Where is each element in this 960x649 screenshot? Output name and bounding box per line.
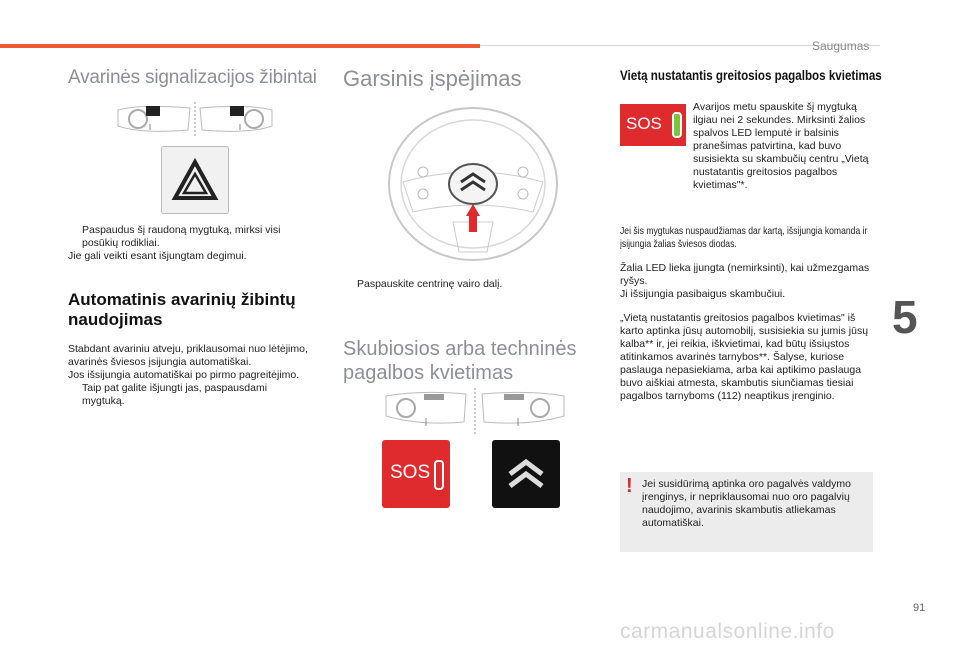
dashboard-diagram-sos <box>380 388 570 436</box>
emergency-call-title: Skubiosios arba techninės pagalbos kvietimas <box>343 338 577 384</box>
auto-paragraph-1: Stabdant avariniu atveju, priklausomai nuo lėtėjimo, avarinės šviesos įsijungia automatiškai. <box>68 343 308 368</box>
sos-label: SOS <box>390 462 431 483</box>
warning-icon: ! <box>626 475 633 497</box>
brand-chevrons-icon <box>492 440 560 508</box>
sos-button-image <box>620 104 686 146</box>
auto-hazard-title: Automatinis avarinių žibintų naudojimas <box>68 290 296 329</box>
list-item <box>68 382 308 408</box>
bullet-marker <box>68 224 82 250</box>
led-status-text <box>620 262 870 301</box>
dashboard-diagram-hazard <box>110 100 280 140</box>
list-item <box>68 224 318 250</box>
horn-title: Garsinis įspėjimas <box>343 66 522 91</box>
sos-led-icon <box>434 460 444 490</box>
header-accent-bar <box>0 44 480 48</box>
ignition-note: Jie gali veikti esant išjungtam degimui. <box>68 250 247 262</box>
sos-label: SOS <box>626 114 662 133</box>
auto-hazard-text <box>68 343 308 408</box>
assistance-button[interactable] <box>492 440 560 508</box>
localized-call-title: Vietą nustatantis greitosios pagalbos kvietimas <box>620 68 882 83</box>
hazard-triangle-icon <box>161 146 229 214</box>
hazard-instructions <box>68 224 318 263</box>
warning-text: Jei susidūrimą aptinka oro pagalvės valdymo įrenginys, ir nepriklausomai nuo oro pagalvių naudojimo, avarinis skambutis atliekamas automatiškai. <box>642 478 851 529</box>
hazard-button[interactable] <box>161 146 229 214</box>
horn-bullet-text: Paspauskite centrinę vairo dalį. <box>357 278 503 290</box>
service-description: „Vietą nustatantis greitosios pagalbos kvietimas" iš karto aptinka jūsų automobilį, susisiekia su jumis jūsų kalba** ir, jei reikia, iškvietimai, kad būtų išsiųstos atitinkamos avarinės tarnybos**. Šalyse, kuriose paslauga nepasiekiama, arba kai aptikimo paslauga buvo aiškiai atmesta, skambutis siunčiamas tiesiai pagalbos tarnyboms (112) neaptikus įrenginio. <box>620 312 869 402</box>
page-number: 91 <box>913 602 926 614</box>
repress-note: Jei šis mygtukas nuspaudžiamas dar kartą, išsijungia komanda ir įsijungia žalias šviesos diodas. <box>620 225 868 250</box>
press-text: Paspaudus šį raudoną mygtuką, mirksi visi posūkių rodikliai. <box>82 224 281 249</box>
chapter-tab: 5 <box>892 291 918 343</box>
led-paragraph-2: Ji išsijungia pasibaigus skambučiui. <box>620 288 786 300</box>
bullet-marker <box>343 278 357 291</box>
bullet-marker <box>68 382 82 408</box>
hazard-lights-title: Avarinės signalizacijos žibintai <box>68 67 317 88</box>
horn-instruction <box>343 278 593 291</box>
section-label: Saugumas <box>812 39 870 53</box>
steering-wheel-diagram <box>383 102 563 262</box>
watermark: carmanualsonline.info <box>620 620 835 643</box>
auto-bullet-text: Taip pat galite išjungti jas, paspausdami mygtuką. <box>82 382 268 407</box>
auto-paragraph-2: Jos išsijungia automatiškai po pirmo pagreitėjimo. <box>68 369 300 381</box>
warning-box <box>620 472 873 552</box>
green-led-icon <box>672 112 682 138</box>
sos-instructions: Avarijos metu spauskite šį mygtuką ilgiau nei 2 sekundes. Mirksinti žalios spalvos LED lemputė ir balsinis pranešimas patvirtina, kad buvo susisiekta su skambučių centru „Vietą nustatantis greitosios pagalbos kvietimas"*. <box>693 101 869 191</box>
sos-button[interactable] <box>382 440 450 508</box>
led-paragraph-1: Žalia LED lieka įjungta (nemirksinti), kai užmezgamas ryšys. <box>620 262 870 287</box>
